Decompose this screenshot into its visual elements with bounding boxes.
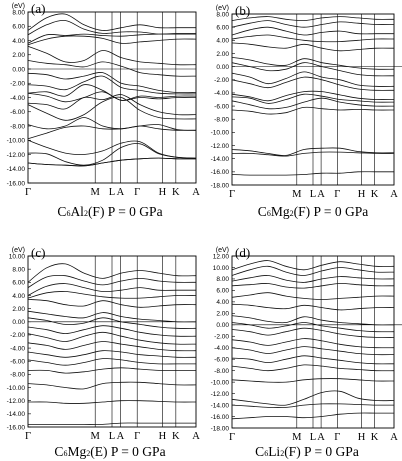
kpoint-label: A: [317, 189, 325, 200]
y-tick-label: -10.00: [210, 129, 229, 137]
unit-label: (eV): [11, 3, 25, 10]
kpoint-label: A: [390, 189, 398, 200]
unit-label: (eV): [215, 5, 229, 12]
kpoint-label: H: [357, 432, 366, 443]
y-tick-label: -6.00: [10, 358, 25, 366]
panel-label: (d): [235, 245, 251, 260]
y-tick-label: -10.00: [210, 379, 229, 387]
panel-label: (a): [31, 1, 46, 16]
caption-d: C6Li2(F) P = 0 GPa: [255, 444, 359, 459]
y-tick-label: -4.00: [10, 94, 25, 102]
y-tick-label: -8.00: [10, 123, 25, 131]
y-tick-label: 8.00: [12, 266, 25, 274]
kpoint-label: Γ: [24, 187, 32, 198]
kpoint-label: L: [309, 432, 317, 443]
kpoint-label: M: [90, 187, 100, 198]
unit-label: (eV): [215, 247, 229, 254]
kpoint-label: Γ: [24, 431, 32, 442]
kpoint-label: Γ: [134, 431, 141, 442]
y-tick-label: -10.00: [6, 384, 25, 392]
y-tick-label: -16.00: [210, 169, 229, 177]
panel-b: [211, 3, 402, 200]
y-tick-label: 0.00: [216, 63, 229, 71]
y-tick-label: -6.00: [214, 356, 229, 364]
y-tick-label: 12.00: [212, 253, 229, 261]
y-tick-label: -8.00: [214, 116, 229, 124]
y-tick-label: -18.00: [210, 182, 229, 190]
y-tick-label: 6.00: [216, 24, 229, 32]
y-tick-label: 4.00: [12, 292, 25, 300]
kpoint-label: L: [309, 189, 317, 200]
kpoint-label: A: [390, 432, 398, 443]
kpoint-label: M: [90, 431, 100, 442]
caption-b: C6Mg2(F) P = 0 GPa: [257, 204, 369, 219]
y-tick-label: 8.00: [216, 276, 229, 284]
kpoint-label: Γ: [334, 432, 341, 443]
kpoint-label: K: [370, 432, 379, 443]
kpoint-label: Γ: [134, 187, 141, 198]
kpoint-label: Γ: [228, 189, 236, 200]
y-tick-label: 8.00: [12, 9, 25, 17]
y-tick-label: -12.00: [6, 151, 25, 159]
unit-label: (eV): [11, 247, 25, 254]
y-tick-label: -16.00: [6, 424, 25, 432]
y-tick-label: -14.00: [6, 411, 25, 419]
y-tick-label: 0.00: [12, 66, 25, 74]
y-tick-label: -8.00: [10, 371, 25, 379]
y-tick-label: -10.00: [6, 137, 25, 145]
kpoint-label: A: [317, 432, 325, 443]
y-tick-label: 6.00: [12, 279, 25, 287]
y-tick-label: 2.00: [216, 310, 229, 318]
panel-c: [7, 245, 201, 442]
panel-d: [211, 245, 402, 443]
kpoint-label: K: [172, 187, 180, 198]
y-tick-label: 6.00: [216, 287, 229, 295]
y-tick-label: 6.00: [12, 23, 25, 31]
caption-a: C6Al2(F) P = 0 GPa: [57, 204, 163, 219]
y-tick-label: -6.00: [10, 109, 25, 117]
y-tick-label: 4.00: [216, 37, 229, 45]
y-tick-label: -2.00: [10, 80, 25, 88]
y-tick-label: -4.00: [214, 90, 229, 98]
y-tick-label: 8.00: [216, 11, 229, 19]
y-tick-label: -14.00: [210, 155, 229, 163]
kpoint-label: Γ: [334, 189, 341, 200]
kpoint-label: H: [158, 431, 167, 442]
kpoint-label: L: [108, 431, 116, 442]
y-tick-label: -2.00: [214, 77, 229, 85]
y-tick-label: 4.00: [12, 37, 25, 45]
y-tick-label: 0.00: [216, 322, 229, 330]
panel-label: (c): [31, 245, 46, 260]
y-tick-label: -12.00: [6, 397, 25, 405]
caption-c: C6Mg2(E) P = 0 GPa: [54, 444, 166, 459]
panel-label: (b): [235, 3, 251, 18]
y-tick-label: 2.00: [216, 50, 229, 58]
kpoint-label: H: [357, 189, 366, 200]
y-tick-label: -4.00: [214, 345, 229, 353]
kpoint-label: A: [116, 187, 125, 198]
kpoint-label: H: [158, 187, 167, 198]
y-tick-label: -18.00: [210, 425, 229, 433]
kpoint-label: A: [192, 187, 200, 198]
y-tick-label: 10.00: [8, 253, 25, 261]
kpoint-label: M: [292, 432, 302, 443]
y-tick-label: -12.00: [210, 142, 229, 150]
y-tick-label: -2.00: [214, 333, 229, 341]
y-tick-label: -12.00: [210, 390, 229, 398]
kpoint-label: M: [292, 189, 302, 200]
y-tick-label: 4.00: [216, 299, 229, 307]
y-tick-label: -16.00: [6, 180, 25, 188]
y-tick-label: 2.00: [12, 52, 25, 60]
kpoint-label: K: [370, 189, 379, 200]
kpoint-label: Γ: [228, 432, 236, 443]
y-tick-label: 0.00: [12, 319, 25, 327]
panel-a: [7, 1, 201, 198]
y-tick-label: -16.00: [210, 413, 229, 421]
y-tick-label: -6.00: [214, 103, 229, 111]
y-tick-label: -14.00: [210, 402, 229, 410]
kpoint-label: L: [108, 187, 116, 198]
y-tick-label: -2.00: [10, 332, 25, 340]
y-tick-label: -8.00: [214, 367, 229, 375]
y-tick-label: -4.00: [10, 345, 25, 353]
kpoint-label: K: [172, 431, 180, 442]
y-tick-label: 10.00: [212, 264, 229, 272]
kpoint-label: A: [116, 431, 125, 442]
kpoint-label: A: [192, 431, 200, 442]
y-tick-label: 2.00: [12, 305, 25, 313]
y-tick-label: -14.00: [6, 166, 25, 174]
